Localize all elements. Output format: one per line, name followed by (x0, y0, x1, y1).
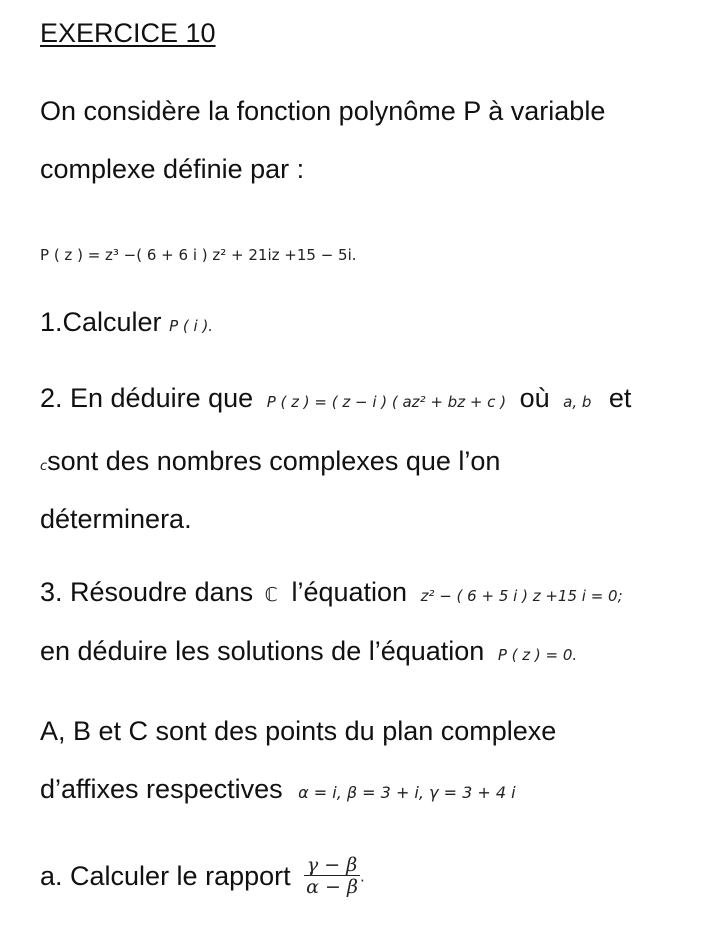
exercise-title: EXERCICE 10 (40, 18, 216, 48)
points-line-2 (40, 774, 516, 805)
question-3-math-2: P ( z ) = 0. (497, 646, 578, 664)
question-a-text: a. Calculer le rapport (40, 861, 291, 891)
question-2-line-2 (40, 446, 500, 477)
ratio-denominator: α − β (306, 876, 358, 898)
affixes-math: α = i, β = 3 + i, γ = 3 + 4 i (298, 783, 516, 802)
question-1 (40, 307, 213, 338)
question-2-math: P ( z ) = ( z − i ) ( az² + bz + c ) (266, 393, 507, 411)
question-3-text: 3. Résoudre dans (40, 577, 254, 607)
question-2-ab: a, b (563, 393, 592, 411)
intro-line-1: On considère la fonction polynôme P à variable (40, 96, 606, 126)
question-2-line-1 (40, 383, 631, 414)
question-2-ou: où (519, 383, 550, 413)
points-line-2-text: d’affixes respectives (40, 774, 283, 804)
points-line-1: A, B et C sont des points du plan complexe (40, 716, 557, 746)
question-2-text: 2. En déduire que (40, 383, 254, 413)
question-2-c: c (40, 459, 48, 474)
question-3-line-2-text: en déduire les solutions de l’équation (40, 636, 485, 666)
question-a (40, 855, 365, 898)
formula-p-math: P ( z ) = z³ −( 6 + 6 i ) z² + 21iz +15 − 5i. (40, 246, 357, 264)
question-1-text: 1.Calculer (40, 307, 162, 337)
question-1-math: P ( i ). (169, 317, 214, 335)
question-2-et: et (608, 383, 632, 413)
question-2-line-2-text: sont des nombres complexes que l’on (47, 446, 501, 476)
complex-set-symbol: ℂ (264, 584, 278, 606)
question-3-math: z² − ( 6 + 5 i ) z +15 i = 0; (420, 587, 623, 605)
question-3-line-2 (40, 636, 577, 667)
ratio-fraction (304, 855, 360, 898)
intro-line-2: complexe définie par : (40, 154, 305, 184)
ratio-numerator: γ − β (304, 855, 360, 876)
ratio-dot: . (359, 867, 365, 886)
polynomial-formula (40, 236, 357, 267)
question-3-text-2: l’équation (291, 577, 408, 607)
question-3-line-1 (40, 577, 623, 608)
question-2-line-3: déterminera. (40, 504, 192, 534)
